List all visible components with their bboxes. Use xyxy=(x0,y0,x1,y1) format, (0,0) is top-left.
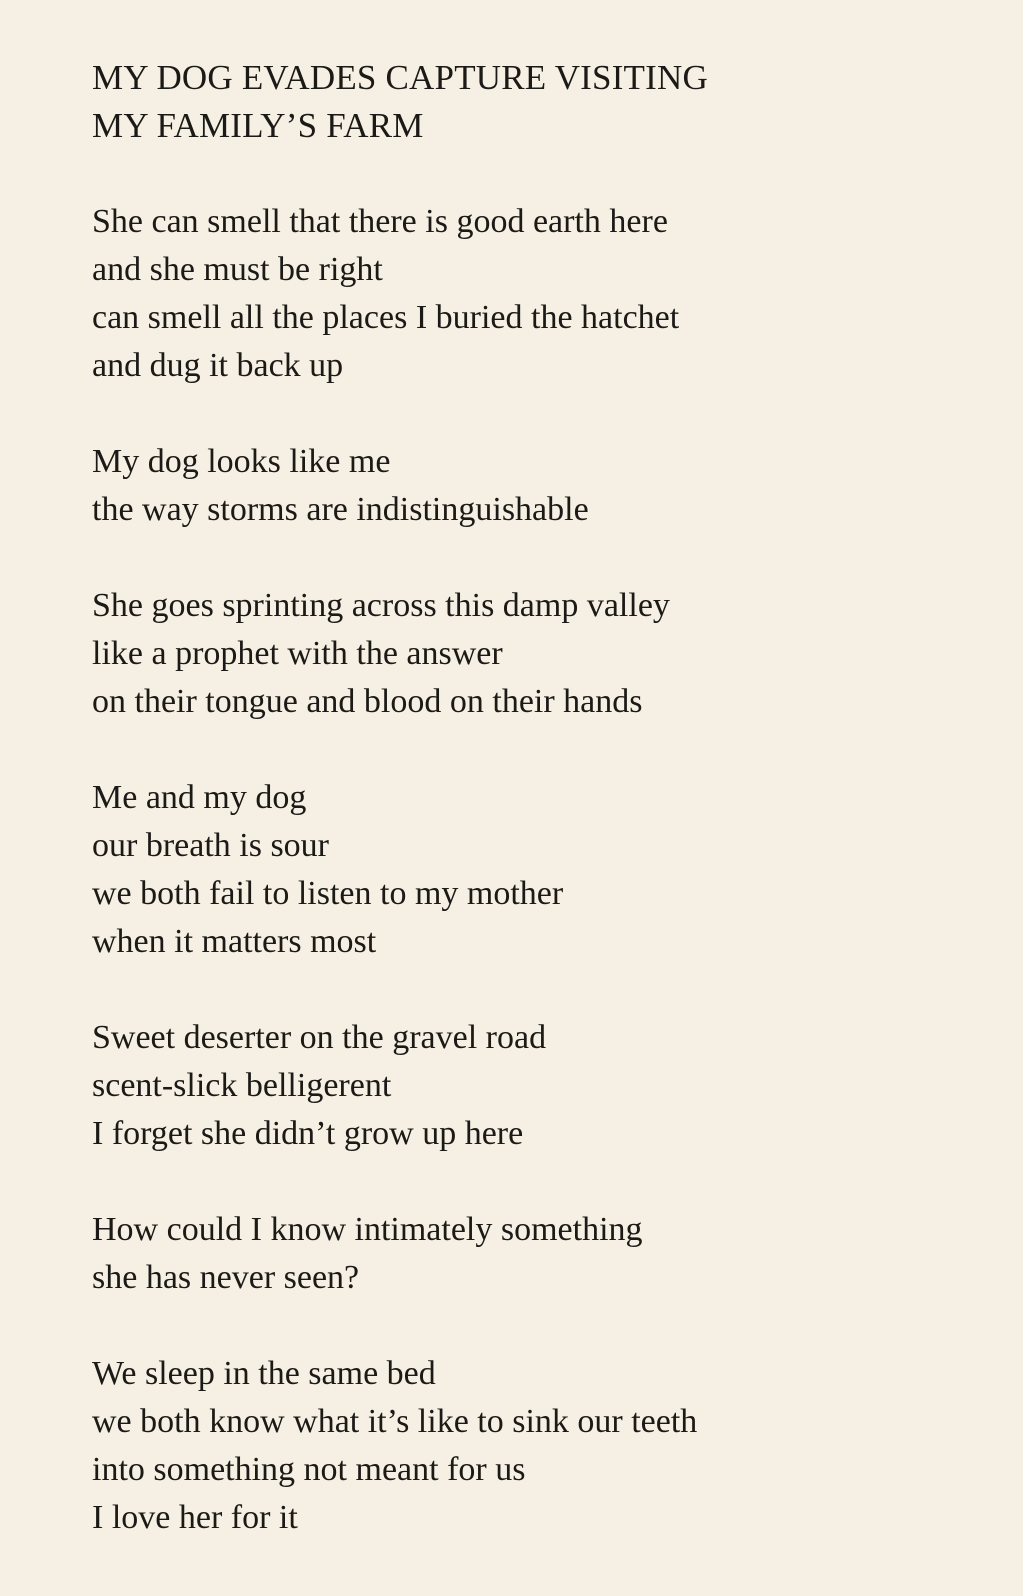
stanza xyxy=(92,1350,972,1542)
poem-line: we both fail to listen to my mother xyxy=(92,875,564,912)
poem-title-line: MY DOG EVADES CAPTURE VISITING xyxy=(92,58,708,97)
stanza xyxy=(92,438,972,534)
poem-line: and she must be right xyxy=(92,251,383,288)
stanza xyxy=(92,198,972,390)
poem-line: I love her for it xyxy=(92,1499,298,1536)
poem-line: on their tongue and blood on their hands xyxy=(92,683,643,720)
poem-line: into something not meant for us xyxy=(92,1451,526,1488)
poem-title xyxy=(92,54,972,150)
poem-line: Sweet deserter on the gravel road xyxy=(92,1019,547,1056)
poem-line: we both know what it’s like to sink our teeth xyxy=(92,1403,698,1440)
poem xyxy=(92,54,972,1542)
poem-line: How could I know intimately something xyxy=(92,1211,643,1248)
poem-line: can smell all the places I buried the hatchet xyxy=(92,299,680,336)
poem-body xyxy=(92,198,972,1542)
poem-line: she has never seen? xyxy=(92,1259,360,1296)
poem-line: My dog looks like me xyxy=(92,443,391,480)
poem-title-line: MY FAMILY’S FARM xyxy=(92,106,424,145)
poem-line: and dug it back up xyxy=(92,347,344,384)
poem-line: I forget she didn’t grow up here xyxy=(92,1115,524,1152)
stanza xyxy=(92,774,972,966)
stanza xyxy=(92,1206,972,1302)
poem-line: We sleep in the same bed xyxy=(92,1355,436,1392)
poem-line: Me and my dog xyxy=(92,779,307,816)
poem-line: our breath is sour xyxy=(92,827,330,864)
poem-line: the way storms are indistinguishable xyxy=(92,491,589,528)
poem-line: like a prophet with the answer xyxy=(92,635,503,672)
poem-line: when it matters most xyxy=(92,923,377,960)
stanza xyxy=(92,1014,972,1158)
poem-line: She goes sprinting across this damp valley xyxy=(92,587,670,624)
stanza xyxy=(92,582,972,726)
poem-line: She can smell that there is good earth here xyxy=(92,203,668,240)
poem-line: scent-slick belligerent xyxy=(92,1067,392,1104)
